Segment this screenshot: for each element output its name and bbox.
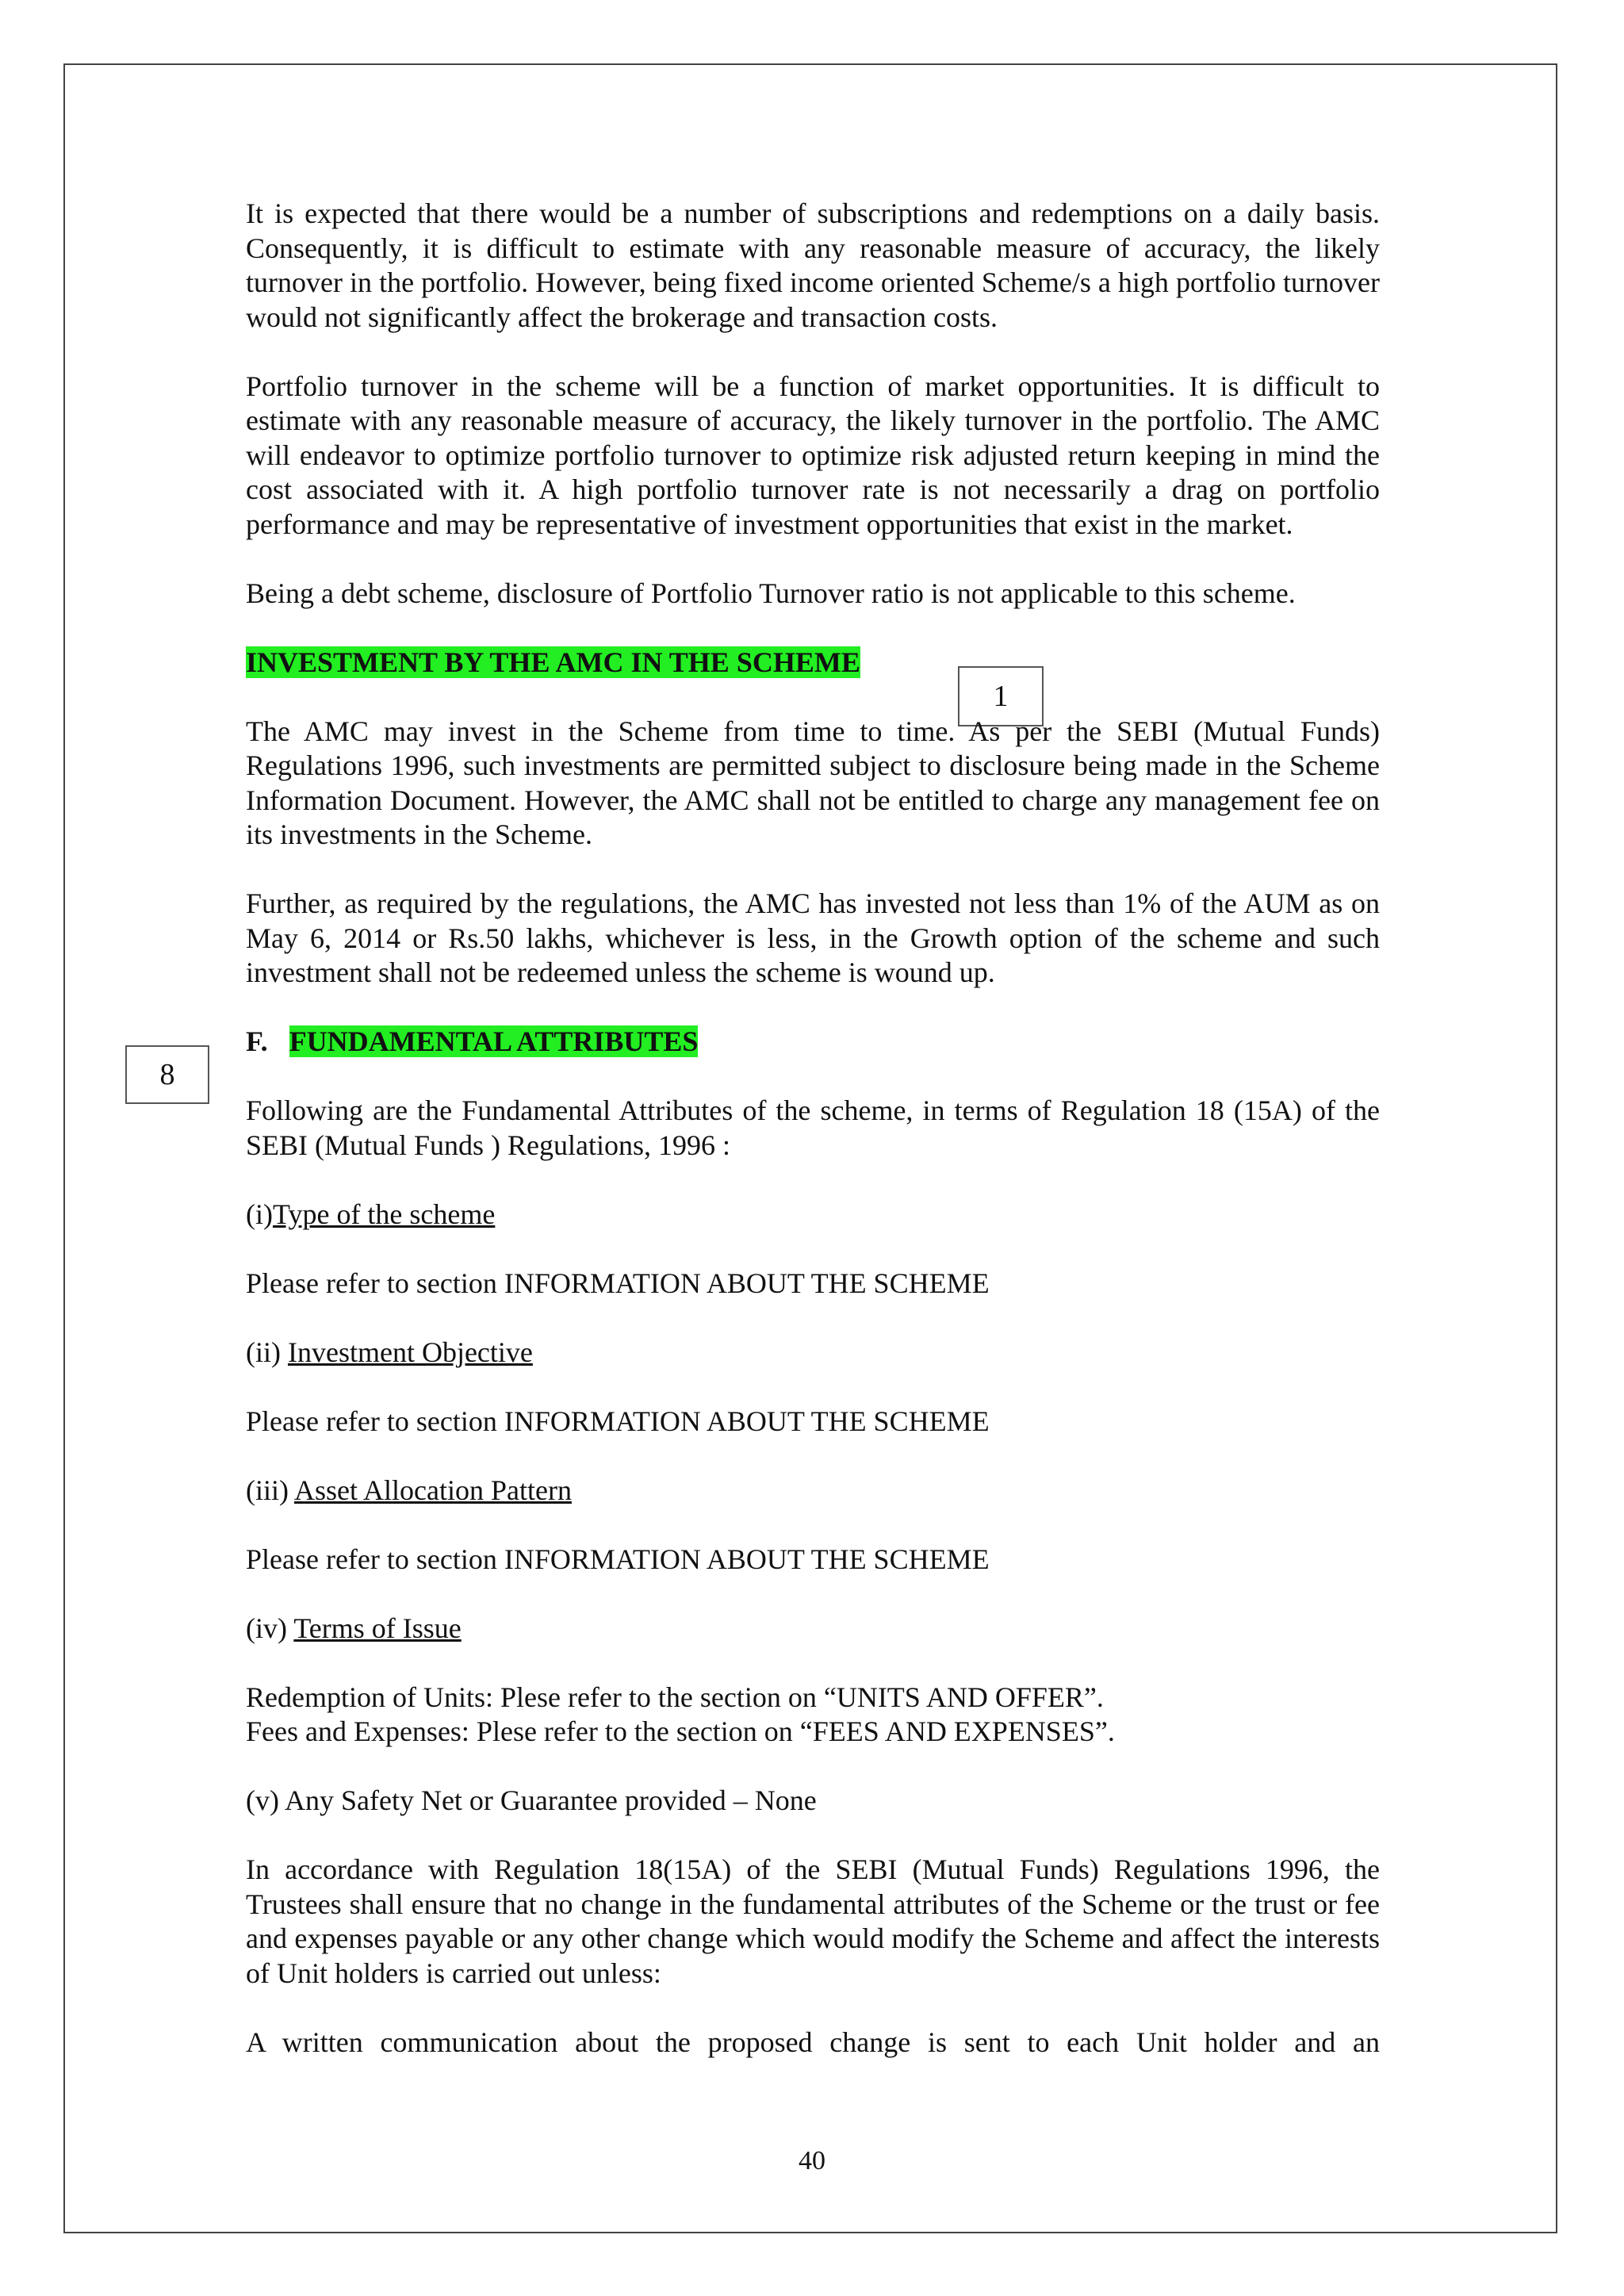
paragraph-portfolio-turnover: Portfolio turnover in the scheme will be a function of market opportunities. It is difficult to estimate with any reasonable measure of accuracy, the likely turnover in the portfolio. The AMC will endeavor to optimize portfolio turnover to optimize risk adjusted return keeping in mind the cost associated with it. A high portfolio turnover rate is not necessarily a drag on portfolio performance and may be representative of investment opportunities that exist in the market. <box>246 370 1380 540</box>
attribute-1-prefix: (i) <box>246 1198 273 1230</box>
attribute-4-line-2: Fees and Expenses: Plese refer to the section on “FEES AND EXPENSES”. <box>246 1715 1115 1747</box>
paragraph-regulation: In accordance with Regulation 18(15A) of the SEBI (Mutual Funds) Regulations 1996, the Trustees shall ensure that no change in the fundamental attributes of the Scheme or the trust or fee and expenses payable or any other change which would modify the Scheme and affect the interests of Unit holders is carried out unless: <box>246 1853 1380 1989</box>
annotation-box-section <box>125 1045 209 1104</box>
attribute-2-prefix: (ii) <box>246 1336 288 1368</box>
section-title: FUNDAMENTAL ATTRIBUTES <box>289 1025 699 1057</box>
attribute-3-prefix: (iii) <box>246 1474 294 1506</box>
paragraph-amc-invest: The AMC may invest in the Scheme from time to time. As per the SEBI (Mutual Funds) Regulations 1996, such investments are permitted subject to disclosure being made in the Scheme Information Document. However, the AMC shall not be entitled to charge any management fee on its investments in the Scheme. <box>246 715 1380 850</box>
attribute-1-title: Type of the scheme <box>272 1198 496 1230</box>
attribute-4-line-1: Redemption of Units: Plese refer to the section on “UNITS AND OFFER”. <box>246 1681 1104 1713</box>
attribute-4-heading <box>246 1612 1380 1646</box>
attribute-2-heading <box>246 1336 1380 1370</box>
section-heading <box>246 1025 1380 1060</box>
attribute-4-title: Terms of Issue <box>293 1612 462 1644</box>
investment-heading <box>246 646 1380 680</box>
annotation-box-label: 8 <box>159 1058 175 1091</box>
attribute-3-text: Please refer to section INFORMATION ABOUT THE SCHEME <box>246 1543 990 1575</box>
page-number: 40 <box>799 2146 825 2175</box>
paragraph-subscriptions: It is expected that there would be a number of subscriptions and redemptions on a daily basis. Consequently, it is difficult to estimate with any reasonable measure of accuracy, the likely turnover in the portfolio. However, being fixed income oriented Scheme/s a high portfolio turnover would not significantly affect the brokerage and transaction costs. <box>246 197 1380 333</box>
attribute-2-title: Investment Objective <box>287 1336 533 1368</box>
section-letter: F. <box>246 1025 268 1057</box>
investment-heading-text: INVESTMENT BY THE AMC IN THE SCHEME <box>246 646 860 678</box>
paragraph-attributes-intro: Following are the Fundamental Attributes of the scheme, in terms of Regulation 18 (15A) of the SEBI (Mutual Funds ) Regulations, 1996 : <box>246 1094 1380 1161</box>
document-body <box>246 197 1380 2060</box>
attribute-5-text: (v) Any Safety Net or Guarantee provided – None <box>246 1784 817 1816</box>
attribute-1-text: Please refer to section INFORMATION ABOUT THE SCHEME <box>246 1267 990 1299</box>
attribute-3-title: Asset Allocation Pattern <box>294 1474 572 1506</box>
attribute-1-heading <box>246 1198 1380 1232</box>
attribute-4-prefix: (iv) <box>246 1612 294 1644</box>
paragraph-final-line: A written communication about the proposed change is sent to each Unit holder and an <box>246 2026 1380 2058</box>
attribute-2-text: Please refer to section INFORMATION ABOUT THE SCHEME <box>246 1405 990 1437</box>
paragraph-amc-regulations: Further, as required by the regulations, the AMC has invested not less than 1% of the AUM as on May 6, 2014 or Rs.50 lakhs, whichever is less, in the Growth option of the scheme and such investment shall not be redeemed unless the scheme is wound up. <box>246 887 1380 988</box>
attribute-3-heading <box>246 1474 1380 1508</box>
annotation-box-label: 1 <box>993 680 1009 713</box>
paragraph-debt-scheme: Being a debt scheme, disclosure of Portfolio Turnover ratio is not applicable to this scheme. <box>246 577 1296 609</box>
